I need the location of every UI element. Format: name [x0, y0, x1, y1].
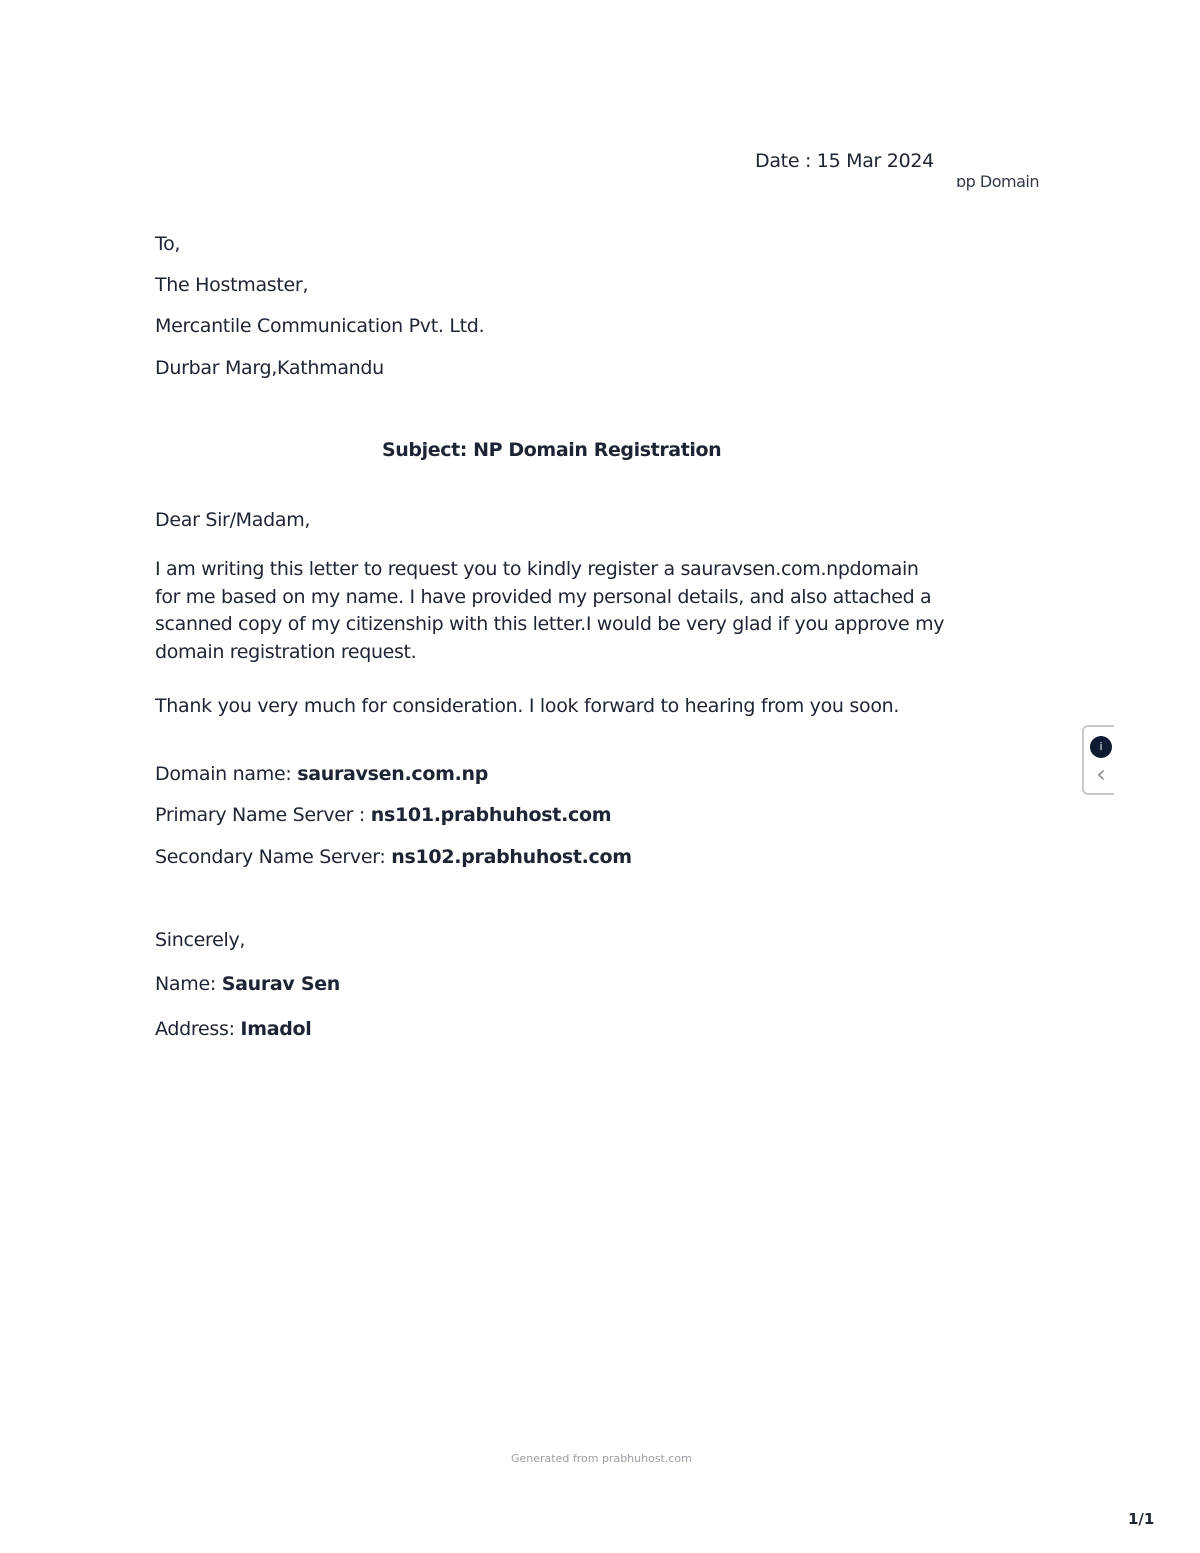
signer-address-value: Imadol: [240, 1018, 312, 1040]
info-icon[interactable]: i: [1090, 736, 1112, 758]
signer-address-label: Address:: [155, 1018, 241, 1040]
generated-footer: Generated from prabhuhost.com: [511, 1452, 692, 1465]
letter-closing: Sincerely,: [155, 929, 246, 951]
signer-name-line: [155, 973, 340, 995]
header-cropped-text: ɒp Domain: [956, 172, 1039, 191]
secondary-ns-line: [155, 846, 632, 868]
letter-salutation: Dear Sir/Madam,: [155, 509, 311, 531]
letter-thanks: Thank you very much for consideration. I look forward to hearing from you soon.: [155, 695, 900, 717]
letter-address: Durbar Marg,Kathmandu: [155, 357, 384, 379]
letter-body: I am writing this letter to request you to kindly register a sauravsen.com.npdomain for me based on my name. I have provided my personal details, and also attached a scanned copy of my citizenship with this letter.I would be very glad if you approve my domain registration request.: [155, 558, 945, 663]
letter-date: Date : 15 Mar 2024: [755, 150, 934, 172]
primary-ns-line: [155, 804, 611, 826]
domain-name-label: Domain name:: [155, 763, 298, 785]
domain-name-line: [155, 763, 488, 785]
domain-name-value: sauravsen.com.np: [297, 763, 489, 785]
primary-ns-label: Primary Name Server :: [155, 804, 371, 826]
signer-name-label: Name:: [155, 973, 222, 995]
secondary-ns-label: Secondary Name Server:: [155, 846, 392, 868]
signer-address-line: [155, 1018, 311, 1040]
letter-to: To,: [155, 233, 181, 255]
side-widget[interactable]: [1082, 725, 1114, 795]
letter-subject: Subject: NP Domain Registration: [382, 439, 722, 461]
primary-ns-value: ns101.prabhuhost.com: [370, 804, 612, 826]
chevron-left-icon[interactable]: ‹: [1096, 760, 1106, 788]
signer-name-value: Saurav Sen: [221, 973, 341, 995]
secondary-ns-value: ns102.prabhuhost.com: [391, 846, 632, 868]
letter-recipient: The Hostmaster,: [155, 274, 309, 296]
page-number: 1/1: [1128, 1510, 1155, 1528]
letter-company: Mercantile Communication Pvt. Ltd.: [155, 315, 485, 337]
